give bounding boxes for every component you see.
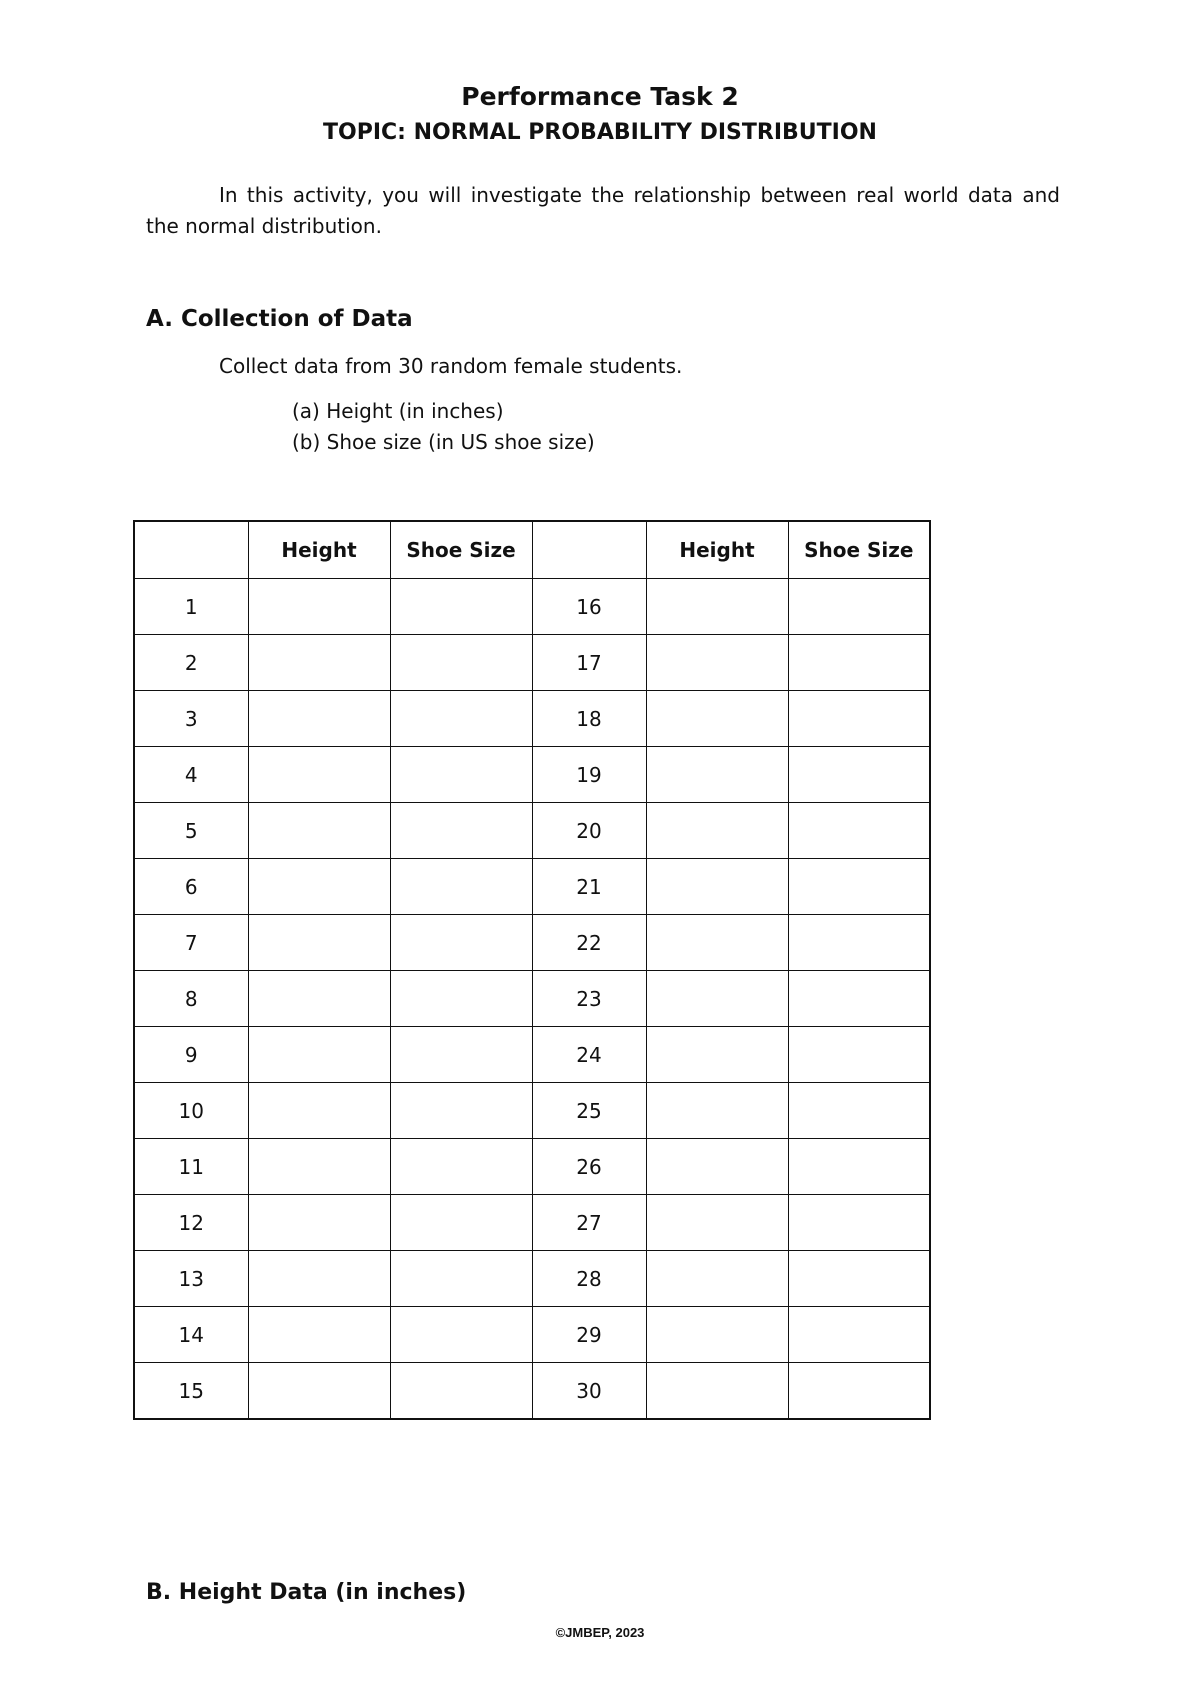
shoe-size-cell-right[interactable] bbox=[788, 1307, 930, 1363]
shoe-size-cell-left[interactable] bbox=[390, 1363, 532, 1420]
height-cell-right[interactable] bbox=[646, 1251, 788, 1307]
table-row bbox=[134, 635, 930, 691]
table-row bbox=[134, 691, 930, 747]
item-shoe-size: (b) Shoe size (in US shoe size) bbox=[292, 430, 595, 454]
height-cell-right[interactable] bbox=[646, 1307, 788, 1363]
shoe-size-cell-right[interactable] bbox=[788, 1195, 930, 1251]
topic-heading: TOPIC: NORMAL PROBABILITY DISTRIBUTION bbox=[323, 120, 877, 145]
height-cell-left[interactable] bbox=[248, 859, 390, 915]
table-row bbox=[134, 1027, 930, 1083]
height-cell-left[interactable] bbox=[248, 915, 390, 971]
shoe-size-cell-left[interactable] bbox=[390, 1083, 532, 1139]
table-row bbox=[134, 1307, 930, 1363]
height-cell-right[interactable] bbox=[646, 1027, 788, 1083]
shoe-size-cell-left[interactable] bbox=[390, 635, 532, 691]
row-number-right: 24 bbox=[532, 1027, 646, 1083]
table-row bbox=[134, 747, 930, 803]
shoe-size-cell-left[interactable] bbox=[390, 803, 532, 859]
shoe-size-cell-right[interactable] bbox=[788, 579, 930, 635]
table-row bbox=[134, 1083, 930, 1139]
row-number-left: 3 bbox=[134, 691, 248, 747]
row-number-left: 7 bbox=[134, 915, 248, 971]
row-number-right: 29 bbox=[532, 1307, 646, 1363]
header-shoe-size-left: Shoe Size bbox=[390, 521, 532, 579]
shoe-size-cell-right[interactable] bbox=[788, 1251, 930, 1307]
table-row bbox=[134, 1139, 930, 1195]
shoe-size-cell-right[interactable] bbox=[788, 1027, 930, 1083]
row-number-right: 30 bbox=[532, 1363, 646, 1420]
height-cell-left[interactable] bbox=[248, 747, 390, 803]
height-cell-left[interactable] bbox=[248, 635, 390, 691]
shoe-size-cell-right[interactable] bbox=[788, 1083, 930, 1139]
document-title: Performance Task 2 bbox=[461, 82, 739, 111]
shoe-size-cell-left[interactable] bbox=[390, 747, 532, 803]
shoe-size-cell-right[interactable] bbox=[788, 1139, 930, 1195]
shoe-size-cell-left[interactable] bbox=[390, 1251, 532, 1307]
table-row bbox=[134, 859, 930, 915]
table-row bbox=[134, 1251, 930, 1307]
height-cell-right[interactable] bbox=[646, 1083, 788, 1139]
shoe-size-cell-left[interactable] bbox=[390, 1195, 532, 1251]
shoe-size-cell-left[interactable] bbox=[390, 1027, 532, 1083]
table-body bbox=[134, 579, 930, 1420]
section-b-heading: B. Height Data (in inches) bbox=[146, 1580, 467, 1605]
shoe-size-cell-right[interactable] bbox=[788, 1363, 930, 1420]
table-row bbox=[134, 1195, 930, 1251]
copyright-footer: ©JMBEP, 2023 bbox=[555, 1625, 645, 1640]
height-cell-right[interactable] bbox=[646, 1195, 788, 1251]
row-number-left: 15 bbox=[134, 1363, 248, 1420]
shoe-size-cell-right[interactable] bbox=[788, 915, 930, 971]
shoe-size-cell-left[interactable] bbox=[390, 859, 532, 915]
row-number-left: 4 bbox=[134, 747, 248, 803]
shoe-size-cell-left[interactable] bbox=[390, 1307, 532, 1363]
header-number-left bbox=[134, 521, 248, 579]
table-row bbox=[134, 1363, 930, 1420]
height-cell-left[interactable] bbox=[248, 1027, 390, 1083]
section-a-heading: A. Collection of Data bbox=[146, 306, 413, 332]
height-cell-left[interactable] bbox=[248, 579, 390, 635]
table-header-row bbox=[134, 521, 930, 579]
row-number-left: 5 bbox=[134, 803, 248, 859]
row-number-right: 17 bbox=[532, 635, 646, 691]
shoe-size-cell-left[interactable] bbox=[390, 691, 532, 747]
height-cell-left[interactable] bbox=[248, 1139, 390, 1195]
shoe-size-cell-left[interactable] bbox=[390, 971, 532, 1027]
height-cell-left[interactable] bbox=[248, 803, 390, 859]
row-number-right: 19 bbox=[532, 747, 646, 803]
height-cell-right[interactable] bbox=[646, 635, 788, 691]
data-collection-table bbox=[133, 520, 931, 1420]
table-row bbox=[134, 579, 930, 635]
table-row bbox=[134, 971, 930, 1027]
row-number-left: 11 bbox=[134, 1139, 248, 1195]
shoe-size-cell-right[interactable] bbox=[788, 747, 930, 803]
header-shoe-size-right: Shoe Size bbox=[788, 521, 930, 579]
item-height: (a) Height (in inches) bbox=[292, 399, 504, 423]
row-number-right: 28 bbox=[532, 1251, 646, 1307]
height-cell-left[interactable] bbox=[248, 691, 390, 747]
row-number-left: 13 bbox=[134, 1251, 248, 1307]
height-cell-right[interactable] bbox=[646, 691, 788, 747]
intro-paragraph: In this activity, you will investigate the relationship between real world data and the normal distribution. bbox=[146, 183, 1060, 238]
shoe-size-cell-left[interactable] bbox=[390, 579, 532, 635]
row-number-right: 25 bbox=[532, 1083, 646, 1139]
row-number-left: 2 bbox=[134, 635, 248, 691]
height-cell-left[interactable] bbox=[248, 1195, 390, 1251]
row-number-right: 26 bbox=[532, 1139, 646, 1195]
height-cell-right[interactable] bbox=[646, 915, 788, 971]
row-number-left: 14 bbox=[134, 1307, 248, 1363]
shoe-size-cell-right[interactable] bbox=[788, 635, 930, 691]
row-number-left: 9 bbox=[134, 1027, 248, 1083]
height-cell-left[interactable] bbox=[248, 1363, 390, 1420]
height-cell-right[interactable] bbox=[646, 1363, 788, 1420]
height-cell-left[interactable] bbox=[248, 971, 390, 1027]
height-cell-right[interactable] bbox=[646, 1139, 788, 1195]
table-row bbox=[134, 915, 930, 971]
collection-instruction: Collect data from 30 random female students. bbox=[219, 354, 683, 378]
shoe-size-cell-right[interactable] bbox=[788, 971, 930, 1027]
row-number-right: 22 bbox=[532, 915, 646, 971]
height-cell-left[interactable] bbox=[248, 1251, 390, 1307]
row-number-left: 1 bbox=[134, 579, 248, 635]
row-number-left: 12 bbox=[134, 1195, 248, 1251]
height-cell-right[interactable] bbox=[646, 803, 788, 859]
height-cell-left[interactable] bbox=[248, 1307, 390, 1363]
row-number-left: 6 bbox=[134, 859, 248, 915]
height-cell-right[interactable] bbox=[646, 747, 788, 803]
shoe-size-cell-left[interactable] bbox=[390, 1139, 532, 1195]
shoe-size-cell-left[interactable] bbox=[390, 915, 532, 971]
row-number-right: 18 bbox=[532, 691, 646, 747]
shoe-size-cell-right[interactable] bbox=[788, 803, 930, 859]
height-cell-right[interactable] bbox=[646, 579, 788, 635]
height-cell-right[interactable] bbox=[646, 971, 788, 1027]
row-number-right: 20 bbox=[532, 803, 646, 859]
header-height-left: Height bbox=[248, 521, 390, 579]
row-number-right: 21 bbox=[532, 859, 646, 915]
height-cell-right[interactable] bbox=[646, 859, 788, 915]
row-number-left: 10 bbox=[134, 1083, 248, 1139]
header-height-right: Height bbox=[646, 521, 788, 579]
shoe-size-cell-right[interactable] bbox=[788, 859, 930, 915]
header-number-right bbox=[532, 521, 646, 579]
row-number-left: 8 bbox=[134, 971, 248, 1027]
row-number-right: 16 bbox=[532, 579, 646, 635]
table-row bbox=[134, 803, 930, 859]
row-number-right: 27 bbox=[532, 1195, 646, 1251]
shoe-size-cell-right[interactable] bbox=[788, 691, 930, 747]
row-number-right: 23 bbox=[532, 971, 646, 1027]
height-cell-left[interactable] bbox=[248, 1083, 390, 1139]
